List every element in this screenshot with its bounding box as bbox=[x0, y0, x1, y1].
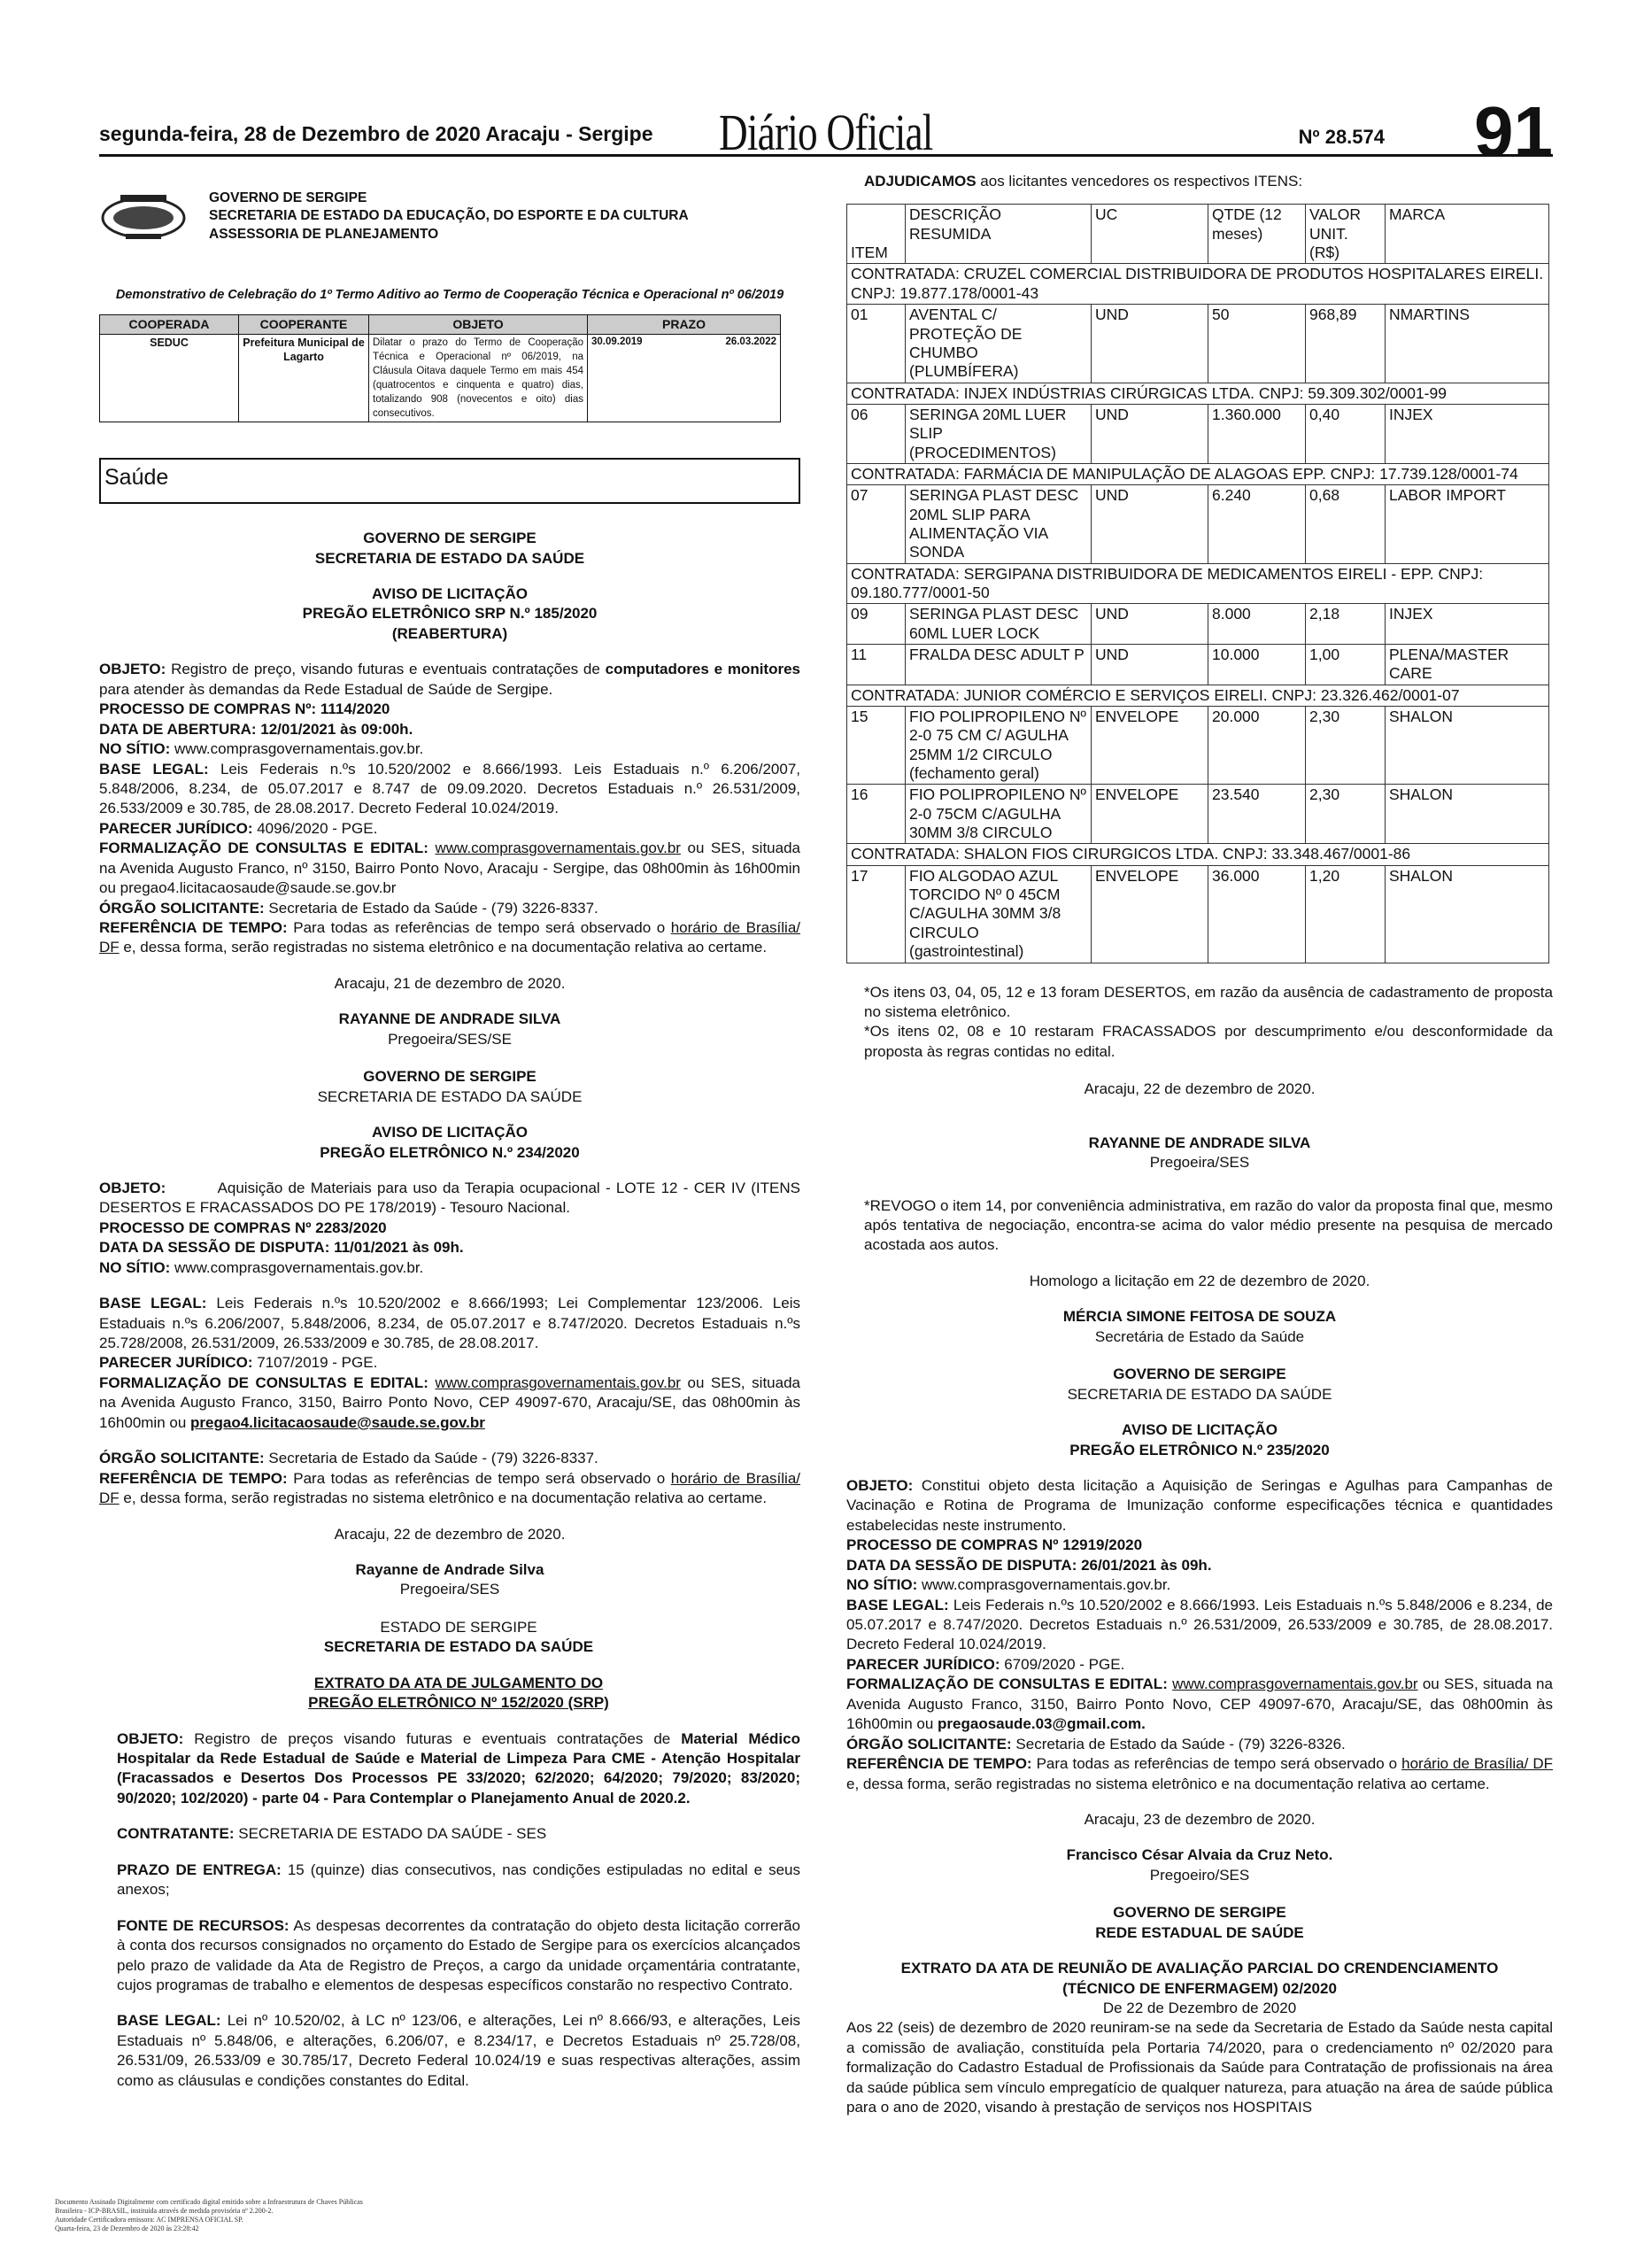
item-marca-cell: INJEX bbox=[1386, 404, 1549, 463]
contratada-cell: CONTRATADA: SERGIPANA DISTRIBUIDORA DE MEDICAMENTOS EIRELI - EPP. CNPJ: 09.180.777/0001-50 bbox=[847, 563, 1549, 604]
adjudicacao-table bbox=[846, 204, 1549, 963]
objeto-paragraph: OBJETO: Registro de preço, visando futuras e eventuais contratações de computadores e monitores para atender às demandas da Rede Estadual de Saúde de Sergipe. bbox=[99, 661, 800, 698]
table-row bbox=[847, 645, 1549, 685]
item-uc-cell: ENVELOPE bbox=[1092, 785, 1208, 844]
local-date: Aracaju, 22 de dezembro de 2020. bbox=[1084, 1080, 1316, 1098]
local-date: Aracaju, 21 de dezembro de 2020. bbox=[334, 974, 566, 992]
sitio-line: NO SÍTIO: www.comprasgovernamentais.gov.br. bbox=[846, 1576, 1171, 1594]
adjudicamos-intro: ADJUDICAMOS aos licitantes vencedores os respectivos ITENS: bbox=[864, 173, 1303, 190]
signature-role: Pregoeira/SES/SE bbox=[388, 1030, 512, 1048]
email-link[interactable]: pregao4.licitacaosaude@saude.se.gov.br bbox=[190, 1413, 485, 1431]
referencia-tempo: REFERÊNCIA DE TEMPO: Para todas as referências de tempo será observado o horário de Brasília/ DF e, dessa forma, serão registradas no sistema eletrônico e na documentação relativa ao certame. bbox=[99, 919, 801, 956]
item-qtde-cell: 20.000 bbox=[1208, 707, 1306, 785]
assessoria-title: ASSESSORIA DE PLANEJAMENTO bbox=[209, 226, 439, 242]
item-uc-cell: UND bbox=[1092, 404, 1208, 463]
base-legal: BASE LEGAL: Leis Federais n.ºs 10.520/2002 e 8.666/1993. Leis Estaduais n.º 6.206/2007, 5.848/2006, 8.234, de 05.07.2017 e 8.747 de 09.09.2020. Decretos Estaduais n.º 26.531/2009, 26.533/2009 e 30.785, de 28.08.2017. Decreto Federal 10.024/2019. bbox=[99, 760, 800, 817]
contratada-cell: CONTRATADA: FARMÁCIA DE MANIPULAÇÃO DE ALAGOAS EPP. CNPJ: 17.739.128/0001-74 bbox=[847, 463, 1549, 484]
col-header: DESCRIÇÃO RESUMIDA bbox=[906, 205, 1092, 264]
item-valor-cell: 1,00 bbox=[1306, 645, 1386, 685]
edital-link[interactable]: www.comprasgovernamentais.gov.br bbox=[1172, 1675, 1418, 1693]
base-legal: BASE LEGAL: Leis Federais n.ºs 10.520/2002 e 8.666/1993; Lei Complementar 123/2006. Leis Estaduais n.ºs 6.206/2007, 5.848/2006, 8.234, de 05.07.2017 e 8.747/2020. Decretos Estaduais n.ºs 25.728/2008, 26.531/2009, 26.533/2009 e 30.785, de 28.08.2017. bbox=[99, 1295, 800, 1352]
item-desc-cell: FIO ALGODAO AZUL TORCIDO Nº 0 45CM C/AGULHA 30MM 3/8 CIRCULO (gastrointestinal) bbox=[906, 865, 1092, 963]
contratante-line: CONTRATANTE: SECRETARIA DE ESTADO DA SAÚDE - SES bbox=[117, 1825, 547, 1843]
table-row bbox=[847, 485, 1549, 563]
item-desc-cell: FIO POLIPROPILENO Nº 2-0 75CM C/AGULHA 30MM 3/8 CIRCULO bbox=[906, 785, 1092, 844]
sec-heading: SECRETARIA DE ESTADO DA SAÚDE bbox=[314, 549, 585, 567]
signature-name: Rayanne de Andrade Silva bbox=[355, 1560, 544, 1578]
item-uc-cell: UND bbox=[1092, 604, 1208, 645]
signature-role: Pregoeira/SES bbox=[399, 1581, 500, 1598]
col-header: QTDE (12 meses) bbox=[1208, 205, 1306, 264]
referencia-tempo: REFERÊNCIA DE TEMPO: Para todas as referências de tempo será observado o horário de Brasília/ DF e, dessa forma, serão registradas no sistema eletrônico e na documentação relativa ao certame. bbox=[99, 1469, 801, 1507]
item-uc-cell: UND bbox=[1092, 645, 1208, 685]
signature-name: RAYANNE DE ANDRADE SILVA bbox=[338, 1010, 561, 1028]
table-row bbox=[847, 404, 1549, 463]
aviso-234 bbox=[99, 1067, 800, 1600]
sergipe-crest-icon bbox=[99, 191, 188, 243]
estado-heading: ESTADO DE SERGIPE bbox=[380, 1618, 537, 1636]
extrato-title: EXTRATO DA ATA DE JULGAMENTO DO bbox=[313, 1674, 604, 1691]
contratada-cell: CONTRATADA: SHALON FIOS CIRURGICOS LTDA. CNPJ: 33.348.467/0001-86 bbox=[847, 844, 1549, 865]
contratada-cell: CONTRATADA: INJEX INDÚSTRIAS CIRÚRGICAS LTDA. CNPJ: 59.309.302/0001-99 bbox=[847, 383, 1549, 404]
item-valor-cell: 2,30 bbox=[1306, 707, 1386, 785]
objeto-paragraph: OBJETO: Constitui objeto desta licitação a Aquisição de Seringas e Agulhas para Campanhas de Vacinação e Rotina de Programa de Imunização conforme especificações técnica e quantidades estabelecidas neste instrumento. bbox=[846, 1476, 1553, 1534]
sessao-line: DATA DA SESSÃO DE DISPUTA: 26/01/2021 às 09h. bbox=[846, 1556, 1212, 1574]
signature-name: MÉRCIA SIMONE FEITOSA DE SOUZA bbox=[1062, 1308, 1337, 1326]
edital-link[interactable]: www.comprasgovernamentais.gov.br bbox=[435, 1373, 681, 1391]
homologo-line: Homologo a licitação em 22 de dezembro de 2020. bbox=[1029, 1272, 1370, 1289]
footer-line: Autoridade Certificadora emissora: AC IMPRENSA OFICIAL SP. bbox=[55, 2216, 243, 2224]
aviso-title: AVISO DE LICITAÇÃO bbox=[1122, 1421, 1278, 1439]
orgao-line: ÓRGÃO SOLICITANTE: Secretaria de Estado da Saúde - (79) 3226-8337. bbox=[99, 899, 598, 917]
item-marca-cell: LABOR IMPORT bbox=[1386, 485, 1549, 563]
table-row bbox=[847, 865, 1549, 963]
contratada-cell: CONTRATADA: JUNIOR COMÉRCIO E SERVIÇOS EIRELI. CNPJ: 23.326.462/0001-07 bbox=[847, 685, 1549, 706]
contratada-row bbox=[847, 685, 1549, 706]
pregao-title: PREGÃO ELETRÔNICO SRP N.º 185/2020 bbox=[302, 605, 598, 623]
local-date: Aracaju, 23 de dezembro de 2020. bbox=[1084, 1810, 1316, 1828]
contratada-cell: CONTRATADA: CRUZEL COMERCIAL DISTRIBUIDORA DE PRODUTOS HOSPITALARES EIRELI. CNPJ: 19.877.178/0001-43 bbox=[847, 264, 1549, 305]
footer-line: Quarta-feira, 23 de Dezembro de 2020 às 23:28:42 bbox=[55, 2224, 199, 2232]
item-item-cell: 07 bbox=[847, 485, 906, 563]
sessao-line: DATA DA SESSÃO DE DISPUTA: 11/01/2021 às 09h. bbox=[99, 1239, 464, 1257]
aviso-235 bbox=[846, 1365, 1553, 1885]
table-header-row bbox=[100, 315, 781, 334]
contratada-row bbox=[847, 463, 1549, 484]
footer-line: Documento Assinado Digitalmente com certificado digital emitido sobre a Infraestrutura de Chaves Públicas bbox=[55, 2198, 363, 2206]
contratada-row bbox=[847, 383, 1549, 404]
cooperation-title: Demonstrativo de Celebração do 1º Termo Aditivo ao Termo de Cooperação Técnica e Operacional nº 06/2019 bbox=[115, 288, 784, 302]
item-uc-cell: UND bbox=[1092, 485, 1208, 563]
table-row bbox=[847, 785, 1549, 844]
signature-role: Pregoeira/SES bbox=[1149, 1154, 1250, 1172]
sec-heading: SECRETARIA DE ESTADO DA SAÚDE bbox=[317, 1087, 583, 1105]
prazo-end: 26.03.2022 bbox=[725, 336, 776, 347]
secretaria-title: SECRETARIA DE ESTADO DA EDUCAÇÃO, DO ESPORTE E DA CULTURA bbox=[209, 208, 689, 224]
edition-number: Nº 28.574 bbox=[1298, 126, 1385, 148]
desertos-note: *Os itens 03, 04, 05, 12 e 13 foram DESERTOS, em razão da ausência de cadastramento de proposta no sistema eletrônico. bbox=[864, 983, 1553, 1020]
cooperante-cell: Prefeitura Municipal de Lagarto bbox=[239, 334, 369, 422]
email-link[interactable]: pregaosaude.03@gmail.com. bbox=[938, 1715, 1146, 1733]
parecer-line: PARECER JURÍDICO: 4096/2020 - PGE. bbox=[99, 819, 378, 837]
orgao-line: ÓRGÃO SOLICITANTE: Secretaria de Estado da Saúde - (79) 3226-8326. bbox=[846, 1735, 1346, 1752]
rede-heading: REDE ESTADUAL DE SAÚDE bbox=[1095, 1923, 1304, 1941]
extrato-date: De 22 de Dezembro de 2020 bbox=[1102, 2000, 1297, 2016]
cooperada-cell: SEDUC bbox=[100, 334, 239, 422]
table-row bbox=[847, 707, 1549, 785]
aviso-title: AVISO DE LICITAÇÃO bbox=[372, 1124, 528, 1141]
objeto-paragraph: OBJETO: Aquisição de Materiais para uso da Terapia ocupacional - LOTE 12 - CER IV (ITENS DESERTOS E FRACASSADOS DO PE 178/2019) - Tesouro Nacional. bbox=[99, 1179, 800, 1217]
table-row bbox=[847, 604, 1549, 645]
section-box-saude: Saúde bbox=[99, 458, 800, 504]
formalizacao: FORMALIZAÇÃO DE CONSULTAS E EDITAL: www.comprasgovernamentais.gov.br ou SES, situada na Avenida Augusto Franco, 3150, Bairro Ponto Novo, CEP 49097-670, Aracaju/SE, das 08h00min às 16h00min ou pregaosaude.03@gmail.com. bbox=[846, 1675, 1553, 1733]
extrato-subtitle: (TÉCNICO DE ENFERMAGEM) 02/2020 bbox=[1062, 1979, 1337, 1997]
parecer-line: PARECER JURÍDICO: 7107/2019 - PGE. bbox=[99, 1354, 378, 1372]
item-item-cell: 06 bbox=[847, 404, 906, 463]
gov-heading: GOVERNO DE SERGIPE bbox=[1113, 1904, 1286, 1922]
item-desc-cell: SERINGA 20ML LUER SLIP (PROCEDIMENTOS) bbox=[906, 404, 1092, 463]
table-row bbox=[100, 334, 781, 422]
pregao-title: PREGÃO ELETRÔNICO N.º 235/2020 bbox=[1069, 1441, 1330, 1458]
objeto-cell: Dilatar o prazo do Termo de Cooperação Técnica e Operacional nº 06/2019, na Cláusula Oitava daquele Termo em mais 454 (quatrocentos e cinquenta e quatro) dias, totalizando 908 (novecentos e oito) dias consecutivos. bbox=[369, 334, 588, 422]
col-header: COOPERADA bbox=[100, 315, 239, 334]
gov-heading: GOVERNO DE SERGIPE bbox=[363, 1068, 537, 1086]
item-valor-cell: 0,68 bbox=[1306, 485, 1386, 563]
pregao-title: PREGÃO ELETRÔNICO Nº 152/2020 (SRP) bbox=[308, 1694, 609, 1712]
item-qtde-cell: 8.000 bbox=[1208, 604, 1306, 645]
reabertura-title: (REABERTURA) bbox=[391, 624, 508, 642]
local-date: Aracaju, 22 de dezembro de 2020. bbox=[334, 1525, 566, 1543]
footer-line: Brasileira - ICP-BRASIL, instituída através de medida provisória nº 2.200-2. bbox=[55, 2207, 274, 2215]
processo-line: PROCESSO DE COMPRAS Nº 2283/2020 bbox=[99, 1219, 387, 1236]
abertura-line: DATA DE ABERTURA: 12/01/2021 às 09:00h. bbox=[99, 720, 413, 738]
contratada-row bbox=[847, 844, 1549, 865]
item-item-cell: 16 bbox=[847, 785, 906, 844]
item-marca-cell: PLENA/MASTER CARE bbox=[1386, 645, 1549, 685]
col-header: UC bbox=[1092, 205, 1208, 264]
gov-heading: GOVERNO DE SERGIPE bbox=[363, 530, 537, 547]
item-desc-cell: SERINGA PLAST DESC 20ML SLIP PARA ALIMENTAÇÃO VIA SONDA bbox=[906, 485, 1092, 563]
formalizacao: FORMALIZAÇÃO DE CONSULTAS E EDITAL: www.comprasgovernamentais.gov.br ou SES, situada na Avenida Augusto Franco, nº 3150, Bairro Ponto Novo, Aracaju - Sergipe, das 08h00min às 16h00min ou pregao4.licitacaosaude@saude.se.gov.br bbox=[99, 839, 800, 897]
item-qtde-cell: 36.000 bbox=[1208, 865, 1306, 963]
item-qtde-cell: 50 bbox=[1208, 305, 1306, 383]
item-item-cell: 09 bbox=[847, 604, 906, 645]
item-valor-cell: 0,40 bbox=[1306, 404, 1386, 463]
education-block-header bbox=[99, 188, 800, 250]
col-header: MARCA bbox=[1386, 205, 1549, 264]
signature-name: Francisco César Alvaia da Cruz Neto. bbox=[1066, 1846, 1333, 1864]
item-desc-cell: FRALDA DESC ADULT P bbox=[906, 645, 1092, 685]
extrato-title: EXTRATO DA ATA DE REUNIÃO DE AVALIAÇÃO PARCIAL DO CRENDENCIAMENTO bbox=[900, 1960, 1499, 1977]
page-number: 91 bbox=[1474, 92, 1553, 171]
item-item-cell: 11 bbox=[847, 645, 906, 685]
digital-signature-footer bbox=[55, 2198, 363, 2233]
item-item-cell: 17 bbox=[847, 865, 906, 963]
item-valor-cell: 968,89 bbox=[1306, 305, 1386, 383]
item-uc-cell: ENVELOPE bbox=[1092, 707, 1208, 785]
referencia-tempo: REFERÊNCIA DE TEMPO: Para todas as referências de tempo será observado o horário de Brasília/ DF e, dessa forma, serão registradas no sistema eletrônico e na documentação relativa ao certame. bbox=[846, 1755, 1554, 1792]
sitio-line: NO SÍTIO: www.comprasgovernamentais.gov.br. bbox=[99, 740, 424, 758]
table-header-row bbox=[847, 205, 1549, 264]
table-row bbox=[847, 305, 1549, 383]
gov-title: GOVERNO DE SERGIPE bbox=[209, 190, 367, 205]
item-desc-cell: AVENTAL C/ PROTEÇÃO DE CHUMBO (PLUMBÍFERA) bbox=[906, 305, 1092, 383]
prazo-cell bbox=[588, 334, 781, 422]
objeto-paragraph: OBJETO: Registro de preços visando futuras e eventuais contratações de Material Médico Hospitalar da Rede Estadual de Saúde e Material de Limpeza Para CME - Atenção Hospitalar (Fracassados e Desertos Dos Processos PE 33/2020; 62/2020; 64/2020; 79/2020; 83/2020; 90/2020; 102/2020) - parte 04 - Para Contemplar o Planejamento Anual de 2020.2. bbox=[117, 1729, 800, 1807]
processo-line: PROCESSO DE COMPRAS Nº: 1114/2020 bbox=[99, 700, 390, 718]
left-column bbox=[99, 188, 800, 2091]
item-qtde-cell: 23.540 bbox=[1208, 785, 1306, 844]
orgao-line: ÓRGÃO SOLICITANTE: Secretaria de Estado da Saúde - (79) 3226-8337. bbox=[99, 1450, 598, 1467]
col-header: VALOR UNIT. (R$) bbox=[1306, 205, 1386, 264]
item-uc-cell: UND bbox=[1092, 305, 1208, 383]
header-date: segunda-feira, 28 de Dezembro de 2020 Aracaju - Sergipe bbox=[99, 122, 653, 145]
right-column bbox=[846, 172, 1553, 2118]
extrato-credenciamento bbox=[846, 1903, 1553, 2117]
pregao-title: PREGÃO ELETRÔNICO N.º 234/2020 bbox=[320, 1143, 580, 1161]
fracassados-note: *Os itens 02, 08 e 10 restaram FRACASSADOS por descumprimento e/ou desconformidade da proposta às regras contidas no edital. bbox=[864, 1023, 1553, 1060]
page-header bbox=[99, 89, 1553, 171]
gov-heading: GOVERNO DE SERGIPE bbox=[1113, 1366, 1286, 1383]
prazo-start: 30.09.2019 bbox=[591, 336, 643, 347]
extrato-152 bbox=[99, 1618, 800, 2091]
col-header: COOPERANTE bbox=[239, 315, 369, 334]
formalizacao: FORMALIZAÇÃO DE CONSULTAS E EDITAL: www.comprasgovernamentais.gov.br ou SES, situada na Avenida Augusto Franco, 3150, Bairro Ponto Novo, CEP 49097-670, Aracaju/SE, das 08h00min às 16h00min ou pregao4.licitacaosaude@saude.se.gov.br bbox=[99, 1373, 800, 1431]
sec-heading: SECRETARIA DE ESTADO DA SAÚDE bbox=[1067, 1385, 1332, 1403]
col-header: OBJETO bbox=[369, 315, 588, 334]
item-marca-cell: SHALON bbox=[1386, 865, 1549, 963]
edital-link[interactable]: www.comprasgovernamentais.gov.br bbox=[435, 839, 681, 857]
col-header: ITEM bbox=[847, 205, 906, 264]
item-valor-cell: 2,30 bbox=[1306, 785, 1386, 844]
base-legal: BASE LEGAL: Leis Federais n.ºs 10.520/2002 e 8.666/1993. Leis Estaduais n.ºs 5.848/2006 e 8.234, de 05.07.2017 e 8.747/2020. Decretos Estaduais n.º 26.531/2009, 26.533/2009 e 30.785, de 28.08.2017. Decreto Federal 10.024/2019. bbox=[846, 1596, 1553, 1653]
contratada-row bbox=[847, 264, 1549, 305]
item-marca-cell: SHALON bbox=[1386, 707, 1549, 785]
cooperation-table bbox=[99, 314, 781, 422]
item-qtde-cell: 10.000 bbox=[1208, 645, 1306, 685]
item-item-cell: 15 bbox=[847, 707, 906, 785]
parecer-line: PARECER JURÍDICO: 6709/2020 - PGE. bbox=[846, 1655, 1125, 1673]
item-valor-cell: 1,20 bbox=[1306, 865, 1386, 963]
base-legal: BASE LEGAL: Lei nº 10.520/02, à LC nº 123/06, e alterações, Lei nº 8.666/93, e alterações, Leis Estaduais nº 5.848/06, e alterações, 6.206/07, e 8.234/17, e Decretos Estaduais nº 25.728/08, 26.531/09, 26.533/09 e 30.785/17, Decreto Federal 10.024/19 e suas respectivas alterações, assim como as cláusulas e condições constantes do Edital. bbox=[117, 2012, 800, 2089]
signature-name: RAYANNE DE ANDRADE SILVA bbox=[1088, 1134, 1311, 1151]
item-item-cell: 01 bbox=[847, 305, 906, 383]
sitio-line: NO SÍTIO: www.comprasgovernamentais.gov.br. bbox=[99, 1258, 424, 1276]
extrato-body: Aos 22 (seis) de dezembro de 2020 reuniram-se na sede da Secretaria de Estado da Saúde nesta capital a comissão de avaliação, constituída pela Portaria 74/2020, para o credenciamento nº 02/2020 para formalização do Cadastro Estadual de Profissionais da Saúde para Contratação de profissionais na área da saúde pública sem vínculo empregatício de qualquer natureza, para atuação na área de saúde pública para o ano de 2020, visando à prestação de serviços nos HOSPITAIS bbox=[846, 2019, 1553, 2116]
signature-role: Pregoeiro/SES bbox=[1149, 1866, 1250, 1884]
item-uc-cell: ENVELOPE bbox=[1092, 865, 1208, 963]
item-desc-cell: FIO POLIPROPILENO Nº 2-0 75 CM C/ AGULHA 25MM 1/2 CIRCULO (fechamento geral) bbox=[906, 707, 1092, 785]
aviso-185 bbox=[99, 529, 800, 1049]
item-qtde-cell: 1.360.000 bbox=[1208, 404, 1306, 463]
item-qtde-cell: 6.240 bbox=[1208, 485, 1306, 563]
fonte-recursos: FONTE DE RECURSOS: As despesas decorrentes da contratação do objeto desta licitação correrão à conta dos recursos consignados no orçamento do Estado de Sergipe para os exercícios alcançados pelo prazo de validade da Ata de Registro de Preços, a cargo da unidade orçamentária contratante, cujos programas de trabalho e elementos de despesas específicos constarão no respectivo Contrato. bbox=[117, 1916, 800, 1993]
contratada-row bbox=[847, 563, 1549, 604]
signature-role: Secretária de Estado da Saúde bbox=[1094, 1327, 1305, 1345]
item-marca-cell: SHALON bbox=[1386, 785, 1549, 844]
col-header: PRAZO bbox=[588, 315, 781, 334]
processo-line: PROCESSO DE COMPRAS Nº 12919/2020 bbox=[846, 1536, 1143, 1554]
item-valor-cell: 2,18 bbox=[1306, 604, 1386, 645]
item-desc-cell: SERINGA PLAST DESC 60ML LUER LOCK bbox=[906, 604, 1092, 645]
adjudicacao-body bbox=[847, 264, 1549, 963]
masthead: Diário Oficial bbox=[719, 104, 933, 161]
revogo-note: *REVOGO o item 14, por conveniência administrativa, em razão do valor da proposta final que, mesmo após tentativa de negociação, encontra-se acima do valor médio presente na pesquisa de mercado acostada aos autos. bbox=[864, 1196, 1553, 1254]
item-marca-cell: INJEX bbox=[1386, 604, 1549, 645]
aviso-title: AVISO DE LICITAÇÃO bbox=[372, 585, 528, 603]
item-marca-cell: NMARTINS bbox=[1386, 305, 1549, 383]
prazo-entrega: PRAZO DE ENTREGA: 15 (quinze) dias consecutivos, nas condições estipuladas no edital e seus anexos; bbox=[117, 1861, 800, 1899]
sec-heading: SECRETARIA DE ESTADO DA SAÚDE bbox=[323, 1638, 594, 1656]
